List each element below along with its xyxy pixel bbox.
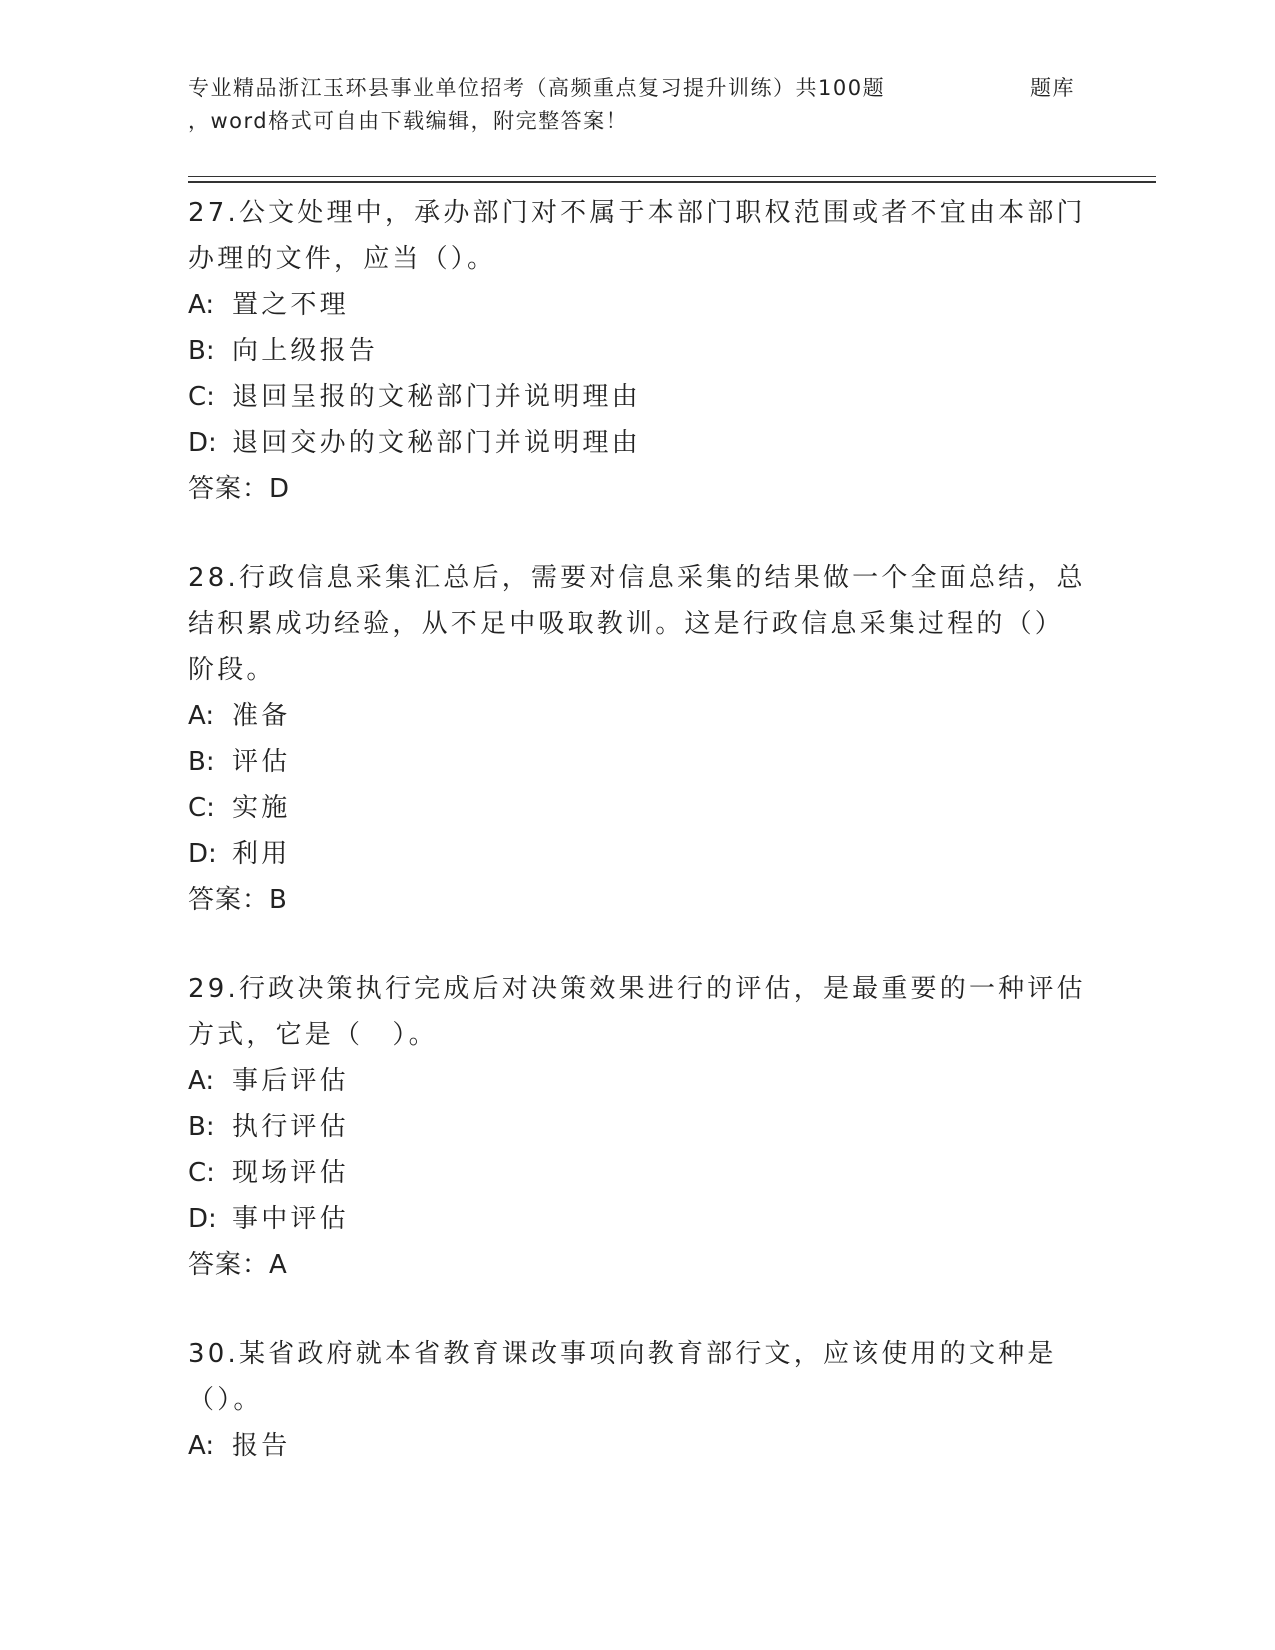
option-b bbox=[188, 739, 1088, 785]
option-key: C: bbox=[188, 382, 215, 412]
answer-label: 答案：B bbox=[188, 885, 288, 915]
option-key: B: bbox=[188, 747, 215, 777]
option-key: D: bbox=[188, 1204, 217, 1234]
option-text: 向上级报告 bbox=[232, 336, 379, 366]
option-b bbox=[188, 1104, 1088, 1150]
option-text: 实施 bbox=[232, 793, 291, 823]
header-divider-thin bbox=[188, 176, 1156, 177]
answer-label: 答案：A bbox=[188, 1250, 288, 1280]
question-27 bbox=[188, 190, 1088, 512]
option-key: A: bbox=[188, 1431, 215, 1461]
header-subtitle: ，word格式可自由下载编辑，附完整答案！ bbox=[188, 109, 629, 133]
header-line-1 bbox=[188, 72, 1156, 105]
option-text: 准备 bbox=[232, 701, 291, 731]
document-header bbox=[188, 72, 1156, 138]
option-text: 现场评估 bbox=[232, 1158, 349, 1188]
option-c bbox=[188, 374, 1088, 420]
option-d bbox=[188, 420, 1088, 466]
option-c bbox=[188, 1150, 1088, 1196]
option-c bbox=[188, 785, 1088, 831]
question-stem: 27.公文处理中，承办部门对不属于本部门职权范围或者不宜由本部门办理的文件，应当（）。 bbox=[188, 198, 1086, 274]
option-key: A: bbox=[188, 701, 215, 731]
option-key: D: bbox=[188, 428, 217, 458]
option-text: 事中评估 bbox=[232, 1204, 349, 1234]
option-text: 执行评估 bbox=[232, 1112, 349, 1142]
question-28 bbox=[188, 555, 1088, 923]
option-text: 报告 bbox=[232, 1431, 291, 1461]
option-a bbox=[188, 693, 1088, 739]
option-text: 置之不理 bbox=[232, 290, 349, 320]
question-30 bbox=[188, 1331, 1088, 1469]
answer-label: 答案：D bbox=[188, 474, 291, 504]
option-text: 评估 bbox=[232, 747, 291, 777]
question-stem: 30.某省政府就本省教育课改事项向教育部行文，应该使用的文种是（）。 bbox=[188, 1339, 1057, 1415]
header-title: 专业精品浙江玉环县事业单位招考（高频重点复习提升训练）共100题 bbox=[188, 76, 886, 100]
option-b bbox=[188, 328, 1088, 374]
option-text: 利用 bbox=[232, 839, 291, 869]
option-key: A: bbox=[188, 290, 215, 320]
option-key: D: bbox=[188, 839, 217, 869]
option-a bbox=[188, 1058, 1088, 1104]
question-list bbox=[188, 190, 1088, 1512]
question-stem: 29.行政决策执行完成后对决策效果进行的评估，是最重要的一种评估方式，它是（ ）。 bbox=[188, 974, 1086, 1050]
option-text: 退回呈报的文秘部门并说明理由 bbox=[232, 382, 641, 412]
option-key: B: bbox=[188, 336, 215, 366]
option-key: B: bbox=[188, 1112, 215, 1142]
option-text: 事后评估 bbox=[232, 1066, 349, 1096]
option-a bbox=[188, 1423, 1088, 1469]
option-key: C: bbox=[188, 793, 215, 823]
question-29 bbox=[188, 966, 1088, 1288]
option-key: A: bbox=[188, 1066, 215, 1096]
header-title-suffix: 题库 bbox=[1030, 76, 1075, 100]
option-a bbox=[188, 282, 1088, 328]
option-key: C: bbox=[188, 1158, 215, 1188]
option-d bbox=[188, 1196, 1088, 1242]
option-text: 退回交办的文秘部门并说明理由 bbox=[232, 428, 641, 458]
option-d bbox=[188, 831, 1088, 877]
question-stem: 28.行政信息采集汇总后，需要对信息采集的结果做一个全面总结，总结积累成功经验，从不足中吸取教训。这是行政信息采集过程的（）阶段。 bbox=[188, 563, 1086, 685]
header-divider-thick bbox=[188, 181, 1156, 183]
